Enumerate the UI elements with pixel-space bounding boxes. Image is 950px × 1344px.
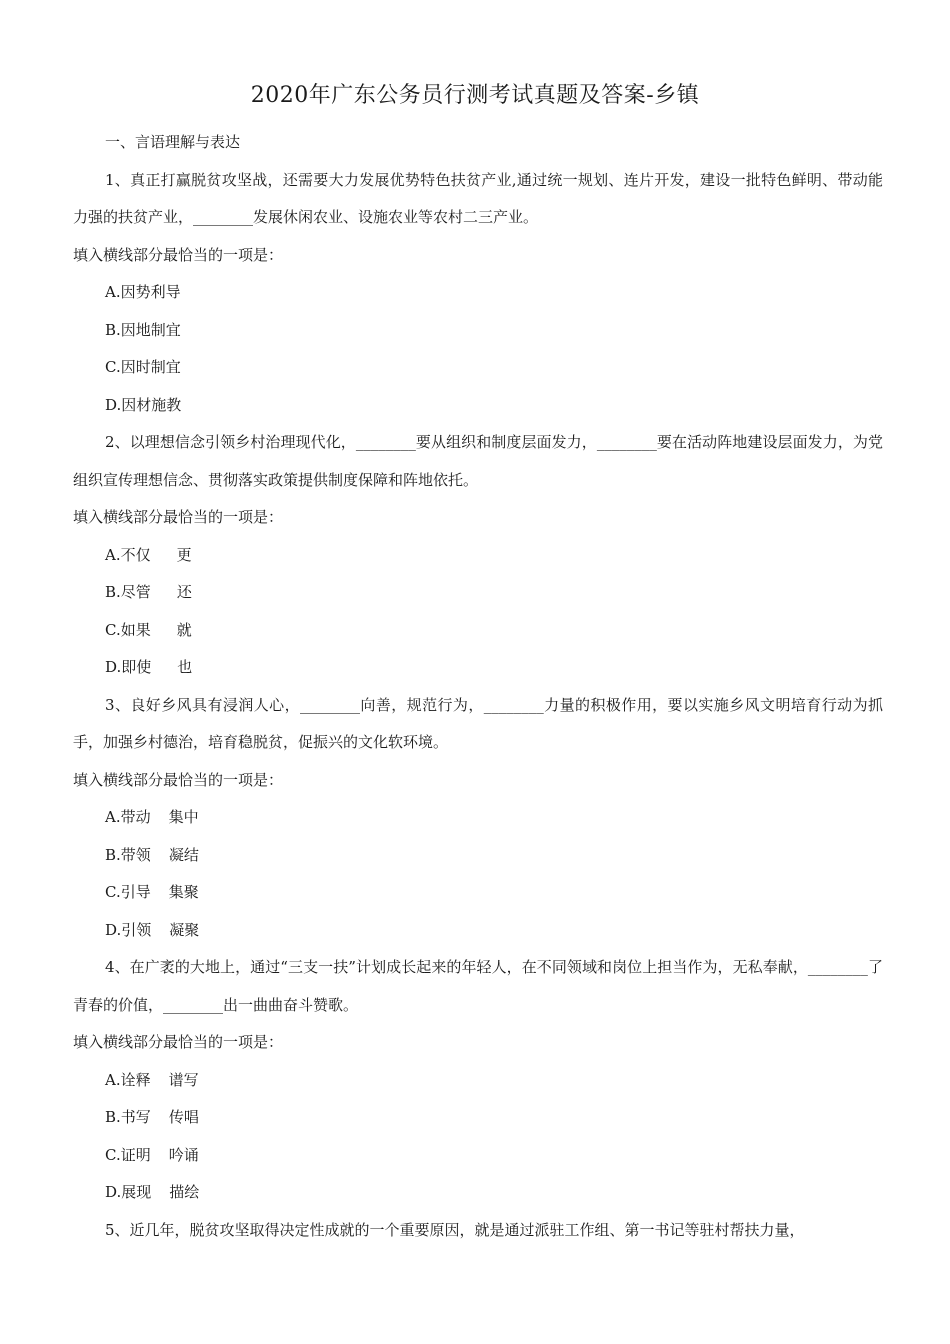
option-b <box>73 574 883 612</box>
option-b <box>73 1099 883 1137</box>
option-letter: C. <box>105 620 121 639</box>
question-stem: 4、在广袤的大地上，通过“三支一扶”计划成长起来的年轻人，在不同领域和岗位上担当作为，无私奉献，________了青春的价值，________出一曲曲奋斗赞歌。 <box>73 958 883 1014</box>
option-text: 因地制宜 <box>120 320 181 339</box>
question-stem: 3、良好乡风具有浸润人心，________向善，规范行为，________力量的积极作用，要以实施乡风文明培育行动为抓手，加强乡村德治，培育稳脱贫，促振兴的文化软环境。 <box>73 695 883 751</box>
option-letter: A. <box>105 1070 121 1089</box>
option-second: 也 <box>177 658 193 676</box>
option-letter: D. <box>105 395 122 414</box>
question-prompt: 填入横线部分最恰当的一项是： <box>73 508 284 526</box>
option-text: 因材施教 <box>121 395 182 414</box>
option-second: 谱写 <box>168 1070 199 1089</box>
option-second: 描绘 <box>169 1183 200 1201</box>
option-c <box>73 612 883 650</box>
option-d <box>73 1174 883 1212</box>
question-prompt: 填入横线部分最恰当的一项是： <box>73 770 284 789</box>
option-letter: D. <box>105 1183 122 1201</box>
question-stem: 2、以理想信念引领乡村治理现代化，________要从组织和制度层面发力，________要在活动阵地建设层面发力，为党组织宣传理想信念、贯彻落实政策提供制度保障和阵地依托。 <box>73 433 883 489</box>
question-5 <box>73 1212 883 1250</box>
option-first: 带领 <box>120 845 151 864</box>
option-b <box>73 837 883 875</box>
option-c <box>73 1137 883 1175</box>
option-letter: A. <box>105 283 121 301</box>
option-first: 诠释 <box>120 1070 151 1089</box>
option-second: 更 <box>176 545 192 564</box>
option-a <box>73 537 883 575</box>
option-first: 如果 <box>120 620 151 639</box>
question-stem: 1、真正打赢脱贫攻坚战，还需要大力发展优势特色扶贫产业,通过统一规划、连片开发，建设一批特色鲜明、带动能力强的扶贫产业，________发展休闲农业、设施农业等农村二三产业。 <box>73 170 883 226</box>
option-letter: C. <box>105 1145 121 1164</box>
section-heading: 一、言语理解与表达 <box>105 133 241 151</box>
option-second: 吟诵 <box>168 1145 199 1164</box>
document-title: 2020年广东公务员行测考试真题及答案-乡镇 <box>250 83 700 108</box>
question-1 <box>73 162 883 425</box>
document-body <box>73 124 883 1249</box>
option-first: 引导 <box>120 883 151 901</box>
option-letter: B. <box>105 1108 121 1126</box>
option-first: 引领 <box>121 920 152 939</box>
question-4 <box>73 949 883 1212</box>
option-b <box>73 312 883 350</box>
option-a <box>73 799 883 837</box>
option-a <box>73 1062 883 1100</box>
option-letter: B. <box>105 583 121 601</box>
option-first: 不仅 <box>120 545 151 564</box>
option-c <box>73 349 883 387</box>
option-letter: D. <box>105 658 122 676</box>
option-letter: B. <box>105 320 121 339</box>
option-d <box>73 387 883 425</box>
option-d <box>73 649 883 687</box>
question-3 <box>73 687 883 950</box>
option-second: 集中 <box>168 808 199 826</box>
question-prompt: 填入横线部分最恰当的一项是： <box>73 245 284 264</box>
option-second: 就 <box>176 620 192 639</box>
option-letter: C. <box>105 358 121 376</box>
option-first: 书写 <box>120 1108 151 1126</box>
option-letter: D. <box>105 920 122 939</box>
option-c <box>73 874 883 912</box>
question-stem: 5、近几年，脱贫攻坚取得决定性成就的一个重要原因，就是通过派驻工作组、第一书记等驻村帮扶力量， <box>105 1220 805 1239</box>
option-first: 即使 <box>121 658 152 676</box>
option-letter: C. <box>105 883 121 901</box>
option-letter: B. <box>105 845 121 864</box>
question-prompt: 填入横线部分最恰当的一项是： <box>73 1033 284 1051</box>
option-first: 带动 <box>120 808 151 826</box>
option-letter: A. <box>105 545 121 564</box>
option-first: 尽管 <box>120 583 151 601</box>
option-second: 凝结 <box>168 845 199 864</box>
option-second: 集聚 <box>168 883 199 901</box>
option-second: 传唱 <box>168 1108 199 1126</box>
option-a <box>73 274 883 312</box>
question-2 <box>73 424 883 687</box>
option-first: 展现 <box>121 1183 152 1201</box>
option-first: 证明 <box>120 1145 151 1164</box>
option-text: 因势利导 <box>120 283 181 301</box>
option-second: 还 <box>176 583 192 601</box>
option-d <box>73 912 883 950</box>
option-text: 因时制宜 <box>120 358 181 376</box>
option-letter: A. <box>105 808 121 826</box>
option-second: 凝聚 <box>169 920 200 939</box>
